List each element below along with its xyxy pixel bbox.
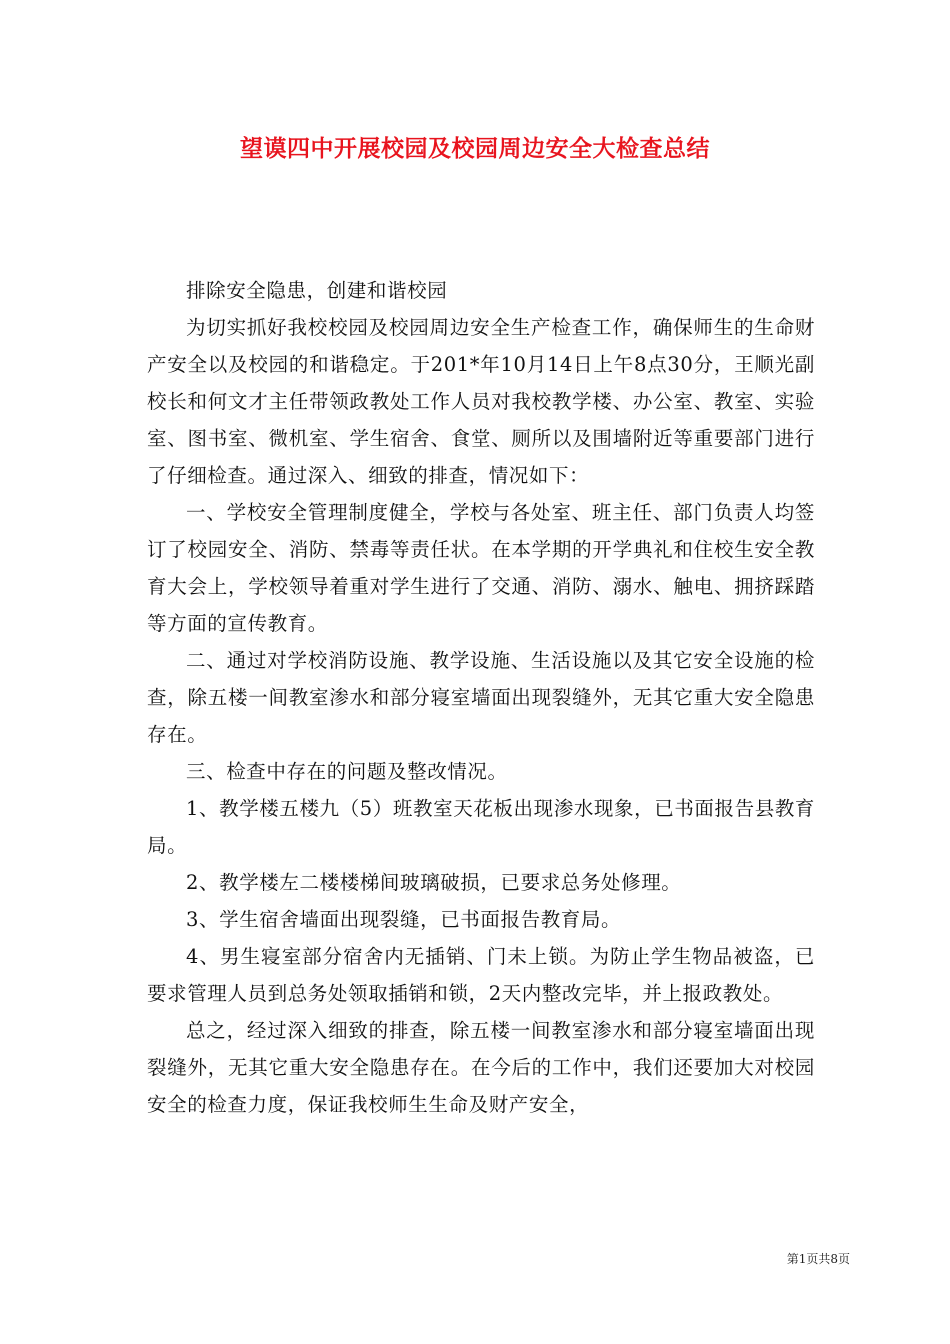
paragraph-intro: 为切实抓好我校校园及校园周边安全生产检查工作，确保师生的生命财产安全以及校园的和谐稳定。于201*年10月14日上午8点30分，王顺光副校长和何文才主任带领政教处工作人员对我校教学楼、办公室、教室、实验室、图书室、微机室、学生宿舍、食堂、厕所以及围墙附近等重要部门进行了仔细检查。通过深入、细致的排查，情况如下： xyxy=(147,316,815,487)
paragraph-item-4: 4、男生寝室部分宿舍内无插销、门未上锁。为防止学生物品被盗，已要求管理人员到总务处领取插销和锁，2天内整改完毕，并上报政教处。 xyxy=(147,945,815,1005)
paragraph-subtitle: 排除安全隐患，创建和谐校园 xyxy=(186,279,448,302)
paragraph-section-3: 三、检查中存在的问题及整改情况。 xyxy=(186,760,508,783)
paragraph-item-3: 3、学生宿舍墙面出现裂缝，已书面报告教育局。 xyxy=(186,908,622,931)
paragraph-section-1: 一、学校安全管理制度健全，学校与各处室、班主任、部门负责人均签订了校园安全、消防、禁毒等责任状。在本学期的开学典礼和住校生安全教育大会上，学校领导着重对学生进行了交通、消防、溺水、触电、拥挤踩踏等方面的宣传教育。 xyxy=(147,501,815,635)
page-number: 第1页共8页 xyxy=(786,1252,850,1266)
paragraph-section-2: 二、通过对学校消防设施、教学设施、生活设施以及其它安全设施的检查，除五楼一间教室渗水和部分寝室墙面出现裂缝外，无其它重大安全隐患存在。 xyxy=(147,649,815,746)
document-body xyxy=(147,272,815,1123)
document-title: 望谟四中开展校园及校园周边安全大检查总结 xyxy=(240,135,710,162)
paragraph-conclusion: 总之，经过深入细致的排查，除五楼一间教室渗水和部分寝室墙面出现裂缝外，无其它重大安全隐患存在。在今后的工作中，我们还要加大对校园安全的检查力度，保证我校师生生命及财产安全， xyxy=(147,1019,815,1116)
paragraph-item-1: 1、教学楼五楼九（5）班教室天花板出现渗水现象，已书面报告县教育局。 xyxy=(147,797,816,857)
paragraph-item-2: 2、教学楼左二楼楼梯间玻璃破损，已要求总务处修理。 xyxy=(186,871,682,894)
